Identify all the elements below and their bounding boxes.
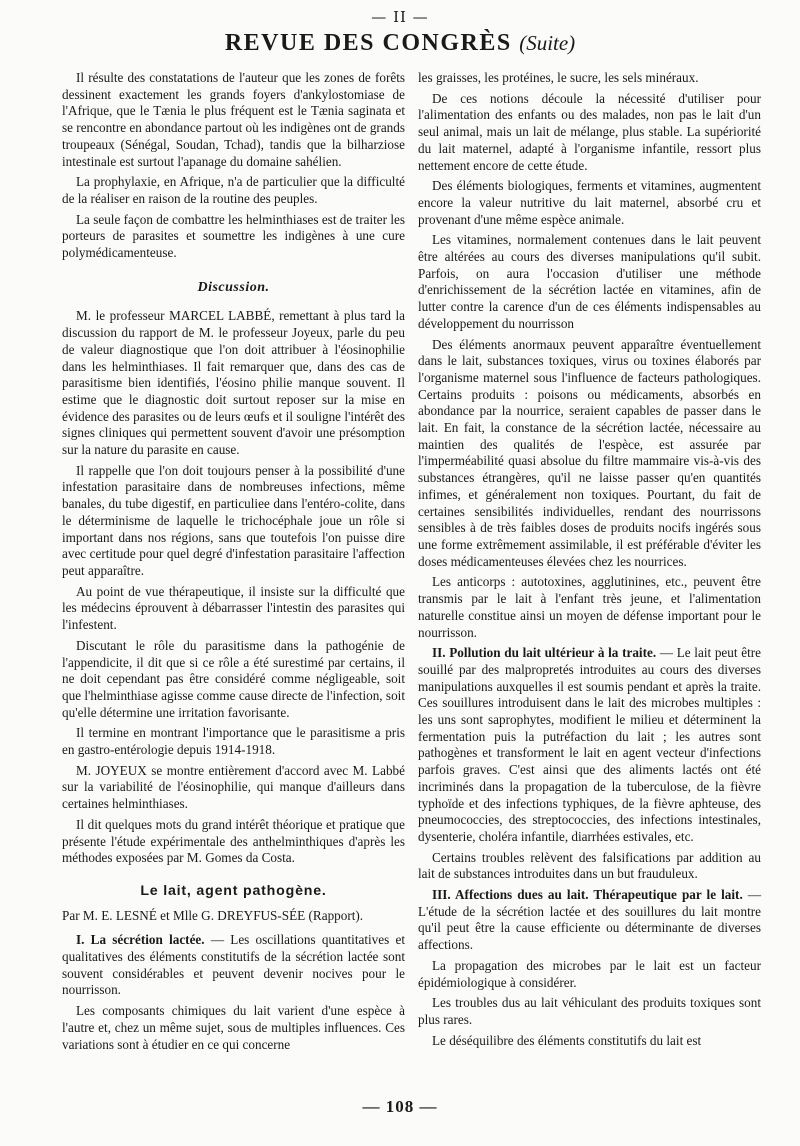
paragraph: La prophylaxie, en Afrique, n'a de particulier que la difficulté de la réaliser en raison de la routine des peuples. — [62, 174, 405, 206]
paragraph: La propagation des microbes par le lait est un facteur épidémiologique à considérer. — [418, 957, 761, 990]
section-paragraph — [418, 887, 761, 954]
paragraph: Il résulte des constatations de l'auteur que les zones de forêts dessinent exactement les grands foyers d'ankylostomiase de l'Afrique, que le Tænia le plus fréquent est le Tænia saginata et se rencontre en abondance partout où les indigènes ont de grands troupeaux (Sénégal, Soudan, Tchad), tandis que la bilharziose intestinale est surtout l'apanage du domaine sahélien. — [62, 70, 405, 169]
paragraph: M. le professeur MARCEL LABBÉ, remettant à plus tard la discussion du rapport de M. le professeur Joyeux, parle du peu de valeur diagnostique que l'on doit attribuer à l'éosinophilie dans les helminthiases. Il fait remarquer que, dans des cas de parasitisme bien identifiés, l'éosino philie manque souvent. Il estime que le diagnostic doit surtout reposer sur la mise en évidence des parasites ou de leurs œufs et il souligne l'intérêt des signes cliniques qui permettent souvent d'avoir une présomption sur la nature du parasite en cause. — [62, 308, 405, 458]
discussion-heading: Discussion. — [197, 279, 270, 295]
section-text: — Le lait peut être souillé par des malpropretés introduites au cours des diverses manipulations auxquelles il est soumis pendant et après la traite. Ces souillures introduisent dans le lait des microbes multiples : les uns sont saprophytes, modifient le milieu et déterminent la fermentation puis la putréfaction du lait ; les autres sont pathogènes et transforment le lait en agent vecteur d'infections parfois graves. C'est ainsi que des aliments lactés ont été incriminés dans la propagation de la tuberculose, de la fièvre typhoïde et des infections typhiques, de la fièvre aphteuse, des pneumococcies, des streptococcies, des infections intestinales, dysenterie, choléra infantile, diarrhées estivales, etc. — [418, 645, 761, 844]
section-heading: I. La sécrétion lactée. — [76, 932, 205, 948]
journal-title-suffix: (Suite) — [519, 31, 576, 55]
section-paragraph — [418, 645, 761, 845]
paragraph: Des éléments biologiques, ferments et vitamines, augmentent encore la valeur nutritive du lait maternel, absorbé cru et provenant d'une même espèce animale. — [418, 178, 761, 227]
paragraph: Il termine en montrant l'importance que le parasitisme a pris en gastro-entérologie depuis 1914-1918. — [62, 725, 405, 758]
paragraph: Il dit quelques mots du grand intérêt théorique et pratique que présente l'étude expérimentale des anthelminthiques d'après les méthodes exposées par M. Gomes da Costa. — [62, 816, 405, 866]
paragraph: les graisses, les protéines, le sucre, les sels minéraux. — [418, 70, 699, 85]
paragraph: Le déséquilibre des éléments constitutifs du lait est — [432, 1032, 702, 1048]
paragraph: Au point de vue thérapeutique, il insiste sur la difficulté que les médecins éprouvent à débarrasser l'intestin des parasites qui l'infestent. — [62, 583, 405, 633]
section-paragraph — [62, 932, 405, 999]
paragraph: Il rappelle que l'on doit toujours penser à la possibilité d'une infestation parasitaire dans de nombreuses infections, même banales, du tube digestif, en particuliee dans l'entéro-colite, dans le déterminisme de laquelle le trichocéphale joue un rôle si important dans nos régions, sans que toutefois l'on puisse dire avec certitude pour quel degré d'infestation parasitaire l'affection peut apparaître. — [62, 462, 405, 578]
section-heading: III. Affections dues au lait. Thérapeutique par le lait. — [432, 887, 743, 903]
paragraph: M. JOYEUX se montre entièrement d'accord avec M. Labbé sur la variabilité de l'éosinophilie, qui manque d'ailleurs dans certaines helminthiases. — [62, 762, 405, 812]
paragraph: Les anticorps : autotoxines, agglutinines, etc., peuvent être transmis par le lait à l'enfant très jeune, et l'alimentation naturelle constitue ainsi un moyen de défense important pour le nourrisson. — [418, 574, 761, 640]
page-number: — 108 — — [362, 1097, 438, 1116]
folio-roman-numeral: — II — — [371, 8, 429, 26]
paragraph: Les composants chimiques du lait varient d'une espèce à l'autre et, chez un même sujet, sous de multiples influences. Ces variations sont à étudier en ce qui concerne — [62, 1003, 405, 1052]
paragraph: Les vitamines, normalement contenues dans le lait peuvent être altérées au cours des diverses manipulations qu'il subit. Parfois, on aura l'occasion d'utiliser une méthode d'enrichissement de la sécrétion lactée en vitamines, afin de lutter contre la carence d'un de ces éléments indispensables au développement du nourrisson — [418, 232, 761, 331]
section-text: — L'étude de la sécrétion lactée et des souillures du lait montre qu'il peut être la cause efficiente ou déterminante de diverses affections. — [418, 887, 761, 953]
left-column — [62, 70, 405, 1057]
article-title: Le lait, agent pathogène. — [140, 882, 327, 899]
journal-title-main: REVUE DES CONGRÈS — [224, 30, 512, 56]
section-heading: II. Pollution du lait ultérieur à la traite. — [432, 645, 657, 661]
journal-title — [0, 30, 800, 57]
paragraph: Des éléments anormaux peuvent apparaître éventuellement dans le lait, substances toxiques, virus ou toxines élaborés par l'organisme maternel sous l'influence de facteurs pathologiques. Certains produits : poisons ou médicaments, absorbés en abondance par la nourrice, seraient capables de passer dans le lait. En fait, la constance de la sécrétion lactée, nécessaire au maintien des qualités de l'espèce, est assurée par l'imperméabilité quasi absolue du filtre mammaire vis-à-vis des substances étrangères, qu'il ne laisse passer qu'en quantités infimes, et généralement non toxiques. Pourtant, du fait de certaines sensibilités individuelles, rendant des nourrissons sensibles à de très faibles doses de produits nocifs ingérés sous une forme extrêmement assimilable, il est préférable d'éviter les doses médicamenteuses élevées chez les nourrices. — [418, 336, 761, 569]
right-column — [418, 70, 761, 1053]
paragraph: Les troubles dus au lait véhiculant des produits toxiques sont plus rares. — [418, 995, 761, 1027]
paragraph: Discutant le rôle du parasitisme dans la pathogénie de l'appendicite, il dit que si ce rôle a été surestimé par certains, il ne doit cependant pas être considéré comme négligeable, soit que l'helminthiase agisse comme cause directe de l'infection, soit qu'elle détermine une irritation favorisante. — [62, 637, 405, 720]
paragraph: La seule façon de combattre les helminthiases est de traiter les porteurs de parasites et soumettre les indigènes à une cure polymédicamenteuse. — [62, 211, 405, 261]
paragraph: Certains troubles relèvent des falsifications par addition au lait de substances introduites dans un but frauduleux. — [418, 849, 761, 882]
paragraph: De ces notions découle la nécessité d'utiliser pour l'alimentation des enfants ou des malades, non pas le lait d'un seul animal, mais un lait de mélange, plus stable. La supériorité du lait maternel, adapté à l'organisme infantile, ressort plus nettement encore de cette étude. — [418, 90, 761, 173]
article-authors: Par M. E. LESNÉ et Mlle G. DREYFUS-SÉE (Rapport). — [62, 907, 364, 923]
section-text: — Les oscillations quantitatives et qualitatives des éléments constitutifs de la sécrétion lactée sont souvent considérables et peuvent devenir nocives pour le nourrisson. — [62, 932, 406, 998]
